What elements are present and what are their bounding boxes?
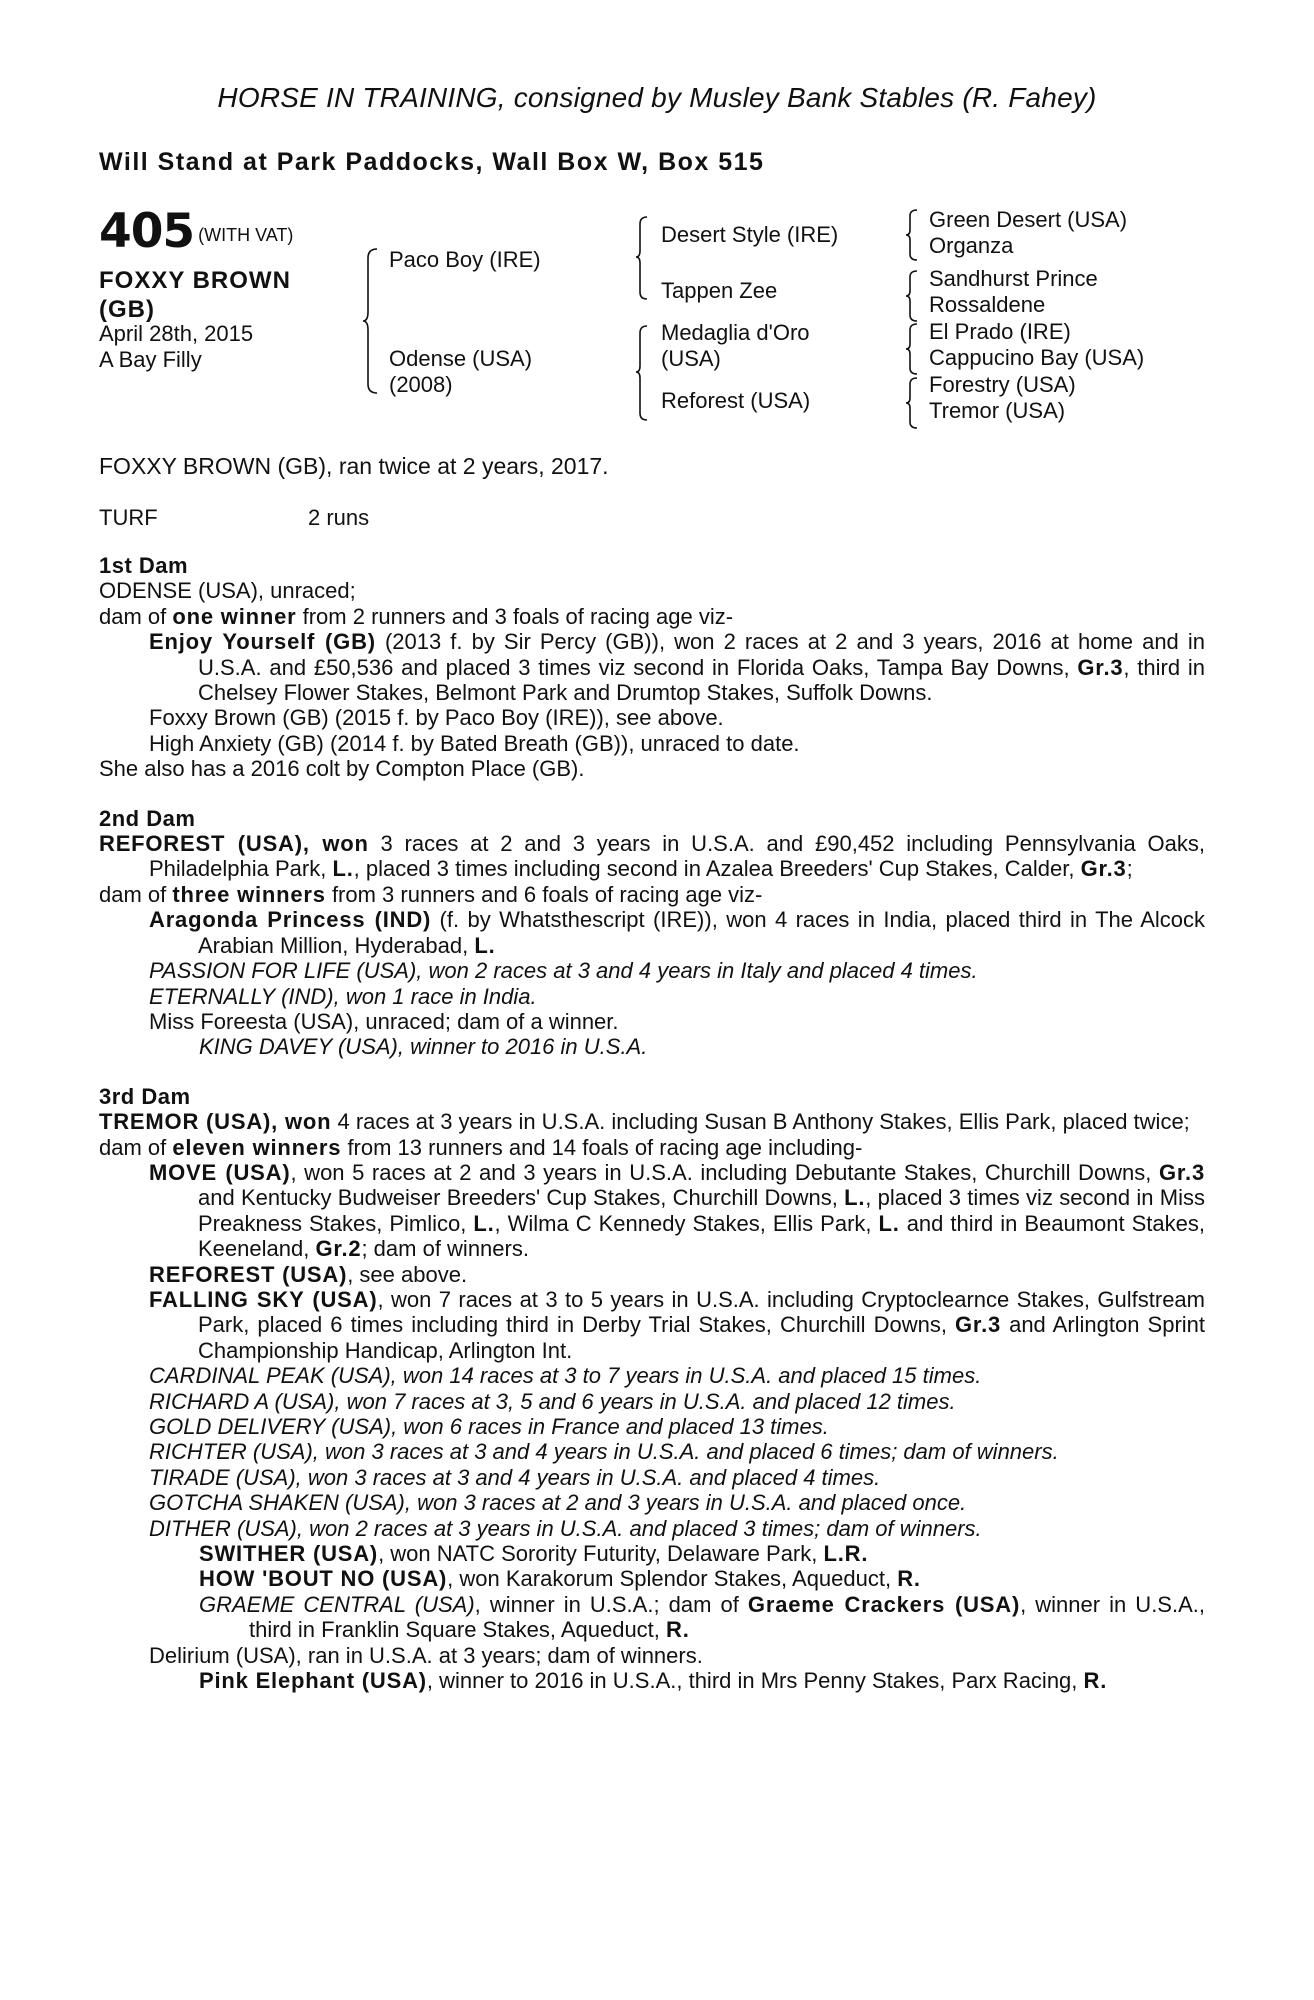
pedigree-dam: Odense (USA) (2008) bbox=[389, 346, 533, 397]
horse-name: FOXXY BROWN (GB) bbox=[99, 267, 291, 323]
pedigree-sss: Green Desert (USA) bbox=[929, 207, 1128, 232]
pedigree-ddd: Tremor (USA) bbox=[929, 398, 1066, 423]
pedigree-sd: Tappen Zee bbox=[661, 278, 778, 303]
produce-entry: Aragonda Princess (IND) (f. by Whatsthescript (IRE)), won 4 races in India, placed third in The Alcock Arabian Million, Hyderabad, L. bbox=[149, 907, 1205, 958]
produce-entry: DITHER (USA), won 2 races at 3 years in U.S.A. and placed 3 times; dam of winners. bbox=[149, 1515, 982, 1541]
race-summary: FOXXY BROWN (GB), ran twice at 2 years, 2017. bbox=[99, 453, 609, 479]
pedigree-brace bbox=[636, 216, 648, 300]
first-dam-produce-summary: dam of one winner from 2 runners and 3 foals of racing age viz- bbox=[99, 603, 734, 629]
produce-entry: Pink Elephant (USA), winner to 2016 in U.S.A., third in Mrs Penny Stakes, Parx Racing, R. bbox=[199, 1668, 1108, 1694]
second-dam-produce-summary: dam of three winners from 3 runners and 6 foals of racing age viz- bbox=[99, 881, 763, 907]
lot-number: 405 bbox=[99, 204, 195, 259]
produce-entry: FALLING SKY (USA), won 7 races at 3 to 5 years in U.S.A. including Cryptoclearnce Stakes, Gulfstream Park, placed 6 times including third in Derby Trial Stakes, Churchill Downs, Gr.3 and Arlington Sprint Championship Handicap, Arlington Int. bbox=[149, 1286, 1206, 1363]
foaling-date: April 28th, 2015 bbox=[99, 321, 254, 346]
pedigree-brace bbox=[906, 209, 918, 261]
pedigree-sds: Sandhurst Prince bbox=[929, 266, 1098, 291]
third-dam-heading: 3rd Dam bbox=[99, 1083, 191, 1109]
pedigree-ss: Desert Style (IRE) bbox=[661, 222, 839, 247]
produce-entry: CARDINAL PEAK (USA), won 14 races at 3 to 7 years in U.S.A. and placed 15 times. bbox=[149, 1363, 982, 1389]
page-title: HORSE IN TRAINING, consigned by Musley Bank Stables (R. Fahey) bbox=[217, 82, 1097, 113]
produce-entry: Foxxy Brown (GB) (2015 f. by Paco Boy (IRE)), see above. bbox=[149, 705, 724, 731]
pedigree-dds: Forestry (USA) bbox=[929, 372, 1076, 397]
pedigree-dss: El Prado (IRE) bbox=[929, 319, 1071, 344]
pedigree-dsd: Cappucino Bay (USA) bbox=[929, 345, 1145, 370]
pedigree-brace bbox=[363, 248, 379, 394]
pedigree-sire: Paco Boy (IRE) bbox=[389, 247, 541, 272]
produce-entry: RICHARD A (USA), won 7 races at 3, 5 and 6 years in U.S.A. and placed 12 times. bbox=[149, 1388, 956, 1414]
stand-location: Will Stand at Park Paddocks, Wall Box W, Box 515 bbox=[99, 148, 765, 176]
produce-entry: REFOREST (USA), see above. bbox=[149, 1261, 468, 1287]
produce-entry: Enjoy Yourself (GB) (2013 f. by Sir Percy (GB)), won 2 races at 2 and 3 years, 2016 at home and in U.S.A. and £50,536 and placed 3 times viz second in Florida Oaks, Tampa Bay Downs, Gr.3, third in Chelsey Flower Stakes, Belmont Park and Drumtop Stakes, Suffolk Downs. bbox=[149, 629, 1205, 706]
pedigree-ds: Medaglia d'Oro (USA) bbox=[661, 320, 810, 371]
first-dam-line: ODENSE (USA), unraced; bbox=[99, 578, 356, 604]
turf-label: TURF bbox=[99, 505, 158, 530]
second-dam-line: REFOREST (USA), won 3 races at 2 and 3 years in U.S.A. and £90,452 including Pennsylvania Oaks, Philadelphia Park, L., placed 3 times including second in Azalea Breeders' Cup Stakes, Calder, Gr.3; bbox=[99, 831, 1206, 882]
produce-entry: SWITHER (USA), won NATC Sorority Futurity, Delaware Park, L.R. bbox=[199, 1541, 869, 1567]
second-dam-heading: 2nd Dam bbox=[99, 805, 196, 831]
vat-label: (WITH VAT) bbox=[198, 225, 294, 245]
produce-entry: Miss Foreesta (USA), unraced; dam of a winner. bbox=[149, 1008, 619, 1034]
pedigree-brace bbox=[906, 377, 918, 429]
horse-description: A Bay Filly bbox=[99, 347, 202, 372]
lot-header bbox=[99, 204, 293, 259]
catalogue-body bbox=[99, 553, 1205, 1693]
produce-entry: PASSION FOR LIFE (USA), won 2 races at 3 and 4 years in Italy and placed 4 times. bbox=[149, 958, 978, 984]
produce-entry: ETERNALLY (IND), won 1 race in India. bbox=[149, 983, 537, 1009]
produce-entry: TIRADE (USA), won 3 races at 3 and 4 years in U.S.A. and placed 4 times. bbox=[149, 1464, 881, 1490]
pedigree-dd: Reforest (USA) bbox=[661, 388, 811, 413]
produce-entry: GRAEME CENTRAL (USA), winner in U.S.A.; dam of Graeme Crackers (USA), winner in U.S.A., third in Franklin Square Stakes, Aqueduct, R. bbox=[199, 1591, 1205, 1643]
produce-entry: GOTCHA SHAKEN (USA), won 3 races at 2 and 3 years in U.S.A. and placed once. bbox=[149, 1490, 967, 1516]
produce-entry: GOLD DELIVERY (USA), won 6 races in France and placed 13 times. bbox=[149, 1414, 829, 1439]
pedigree-brace bbox=[906, 270, 918, 322]
pedigree-brace bbox=[636, 325, 648, 421]
pedigree-ssd: Organza bbox=[929, 233, 1014, 258]
produce-entry: RICHTER (USA), won 3 races at 3 and 4 years in U.S.A. and placed 6 times; dam of winners. bbox=[149, 1439, 1059, 1465]
third-dam-produce-summary: dam of eleven winners from 13 runners and 14 foals of racing age including- bbox=[99, 1134, 863, 1160]
third-dam-line: TREMOR (USA), won 4 races at 3 years in U.S.A. including Susan B Anthony Stakes, Ellis Park, placed twice; bbox=[99, 1109, 1190, 1135]
produce-entry: Delirium (USA), ran in U.S.A. at 3 years; dam of winners. bbox=[149, 1642, 703, 1668]
first-dam-heading: 1st Dam bbox=[99, 553, 189, 578]
produce-note: She also has a 2016 colt by Compton Place (GB). bbox=[99, 756, 585, 782]
produce-entry: HOW 'BOUT NO (USA), won Karakorum Splendor Stakes, Aqueduct, R. bbox=[199, 1566, 921, 1592]
pedigree-sdd: Rossaldene bbox=[929, 292, 1046, 317]
turf-runs: 2 runs bbox=[308, 505, 370, 530]
produce-entry: MOVE (USA), won 5 races at 2 and 3 years in U.S.A. including Debutante Stakes, Churchill Downs, Gr.3 and Kentucky Budweiser Breeders' Cup Stakes, Churchill Downs, L., placed 3 times viz second in Miss Preakness Stakes, Pimlico, L., Wilma C Kennedy Stakes, Ellis Park, L. and third in Beaumont Stakes, Keeneland, Gr.2; dam of winners. bbox=[149, 1159, 1206, 1262]
produce-entry: High Anxiety (GB) (2014 f. by Bated Breath (GB)), unraced to date. bbox=[149, 730, 800, 756]
pedigree-brace bbox=[906, 323, 918, 375]
produce-entry: KING DAVEY (USA), winner to 2016 in U.S.A. bbox=[199, 1034, 648, 1060]
